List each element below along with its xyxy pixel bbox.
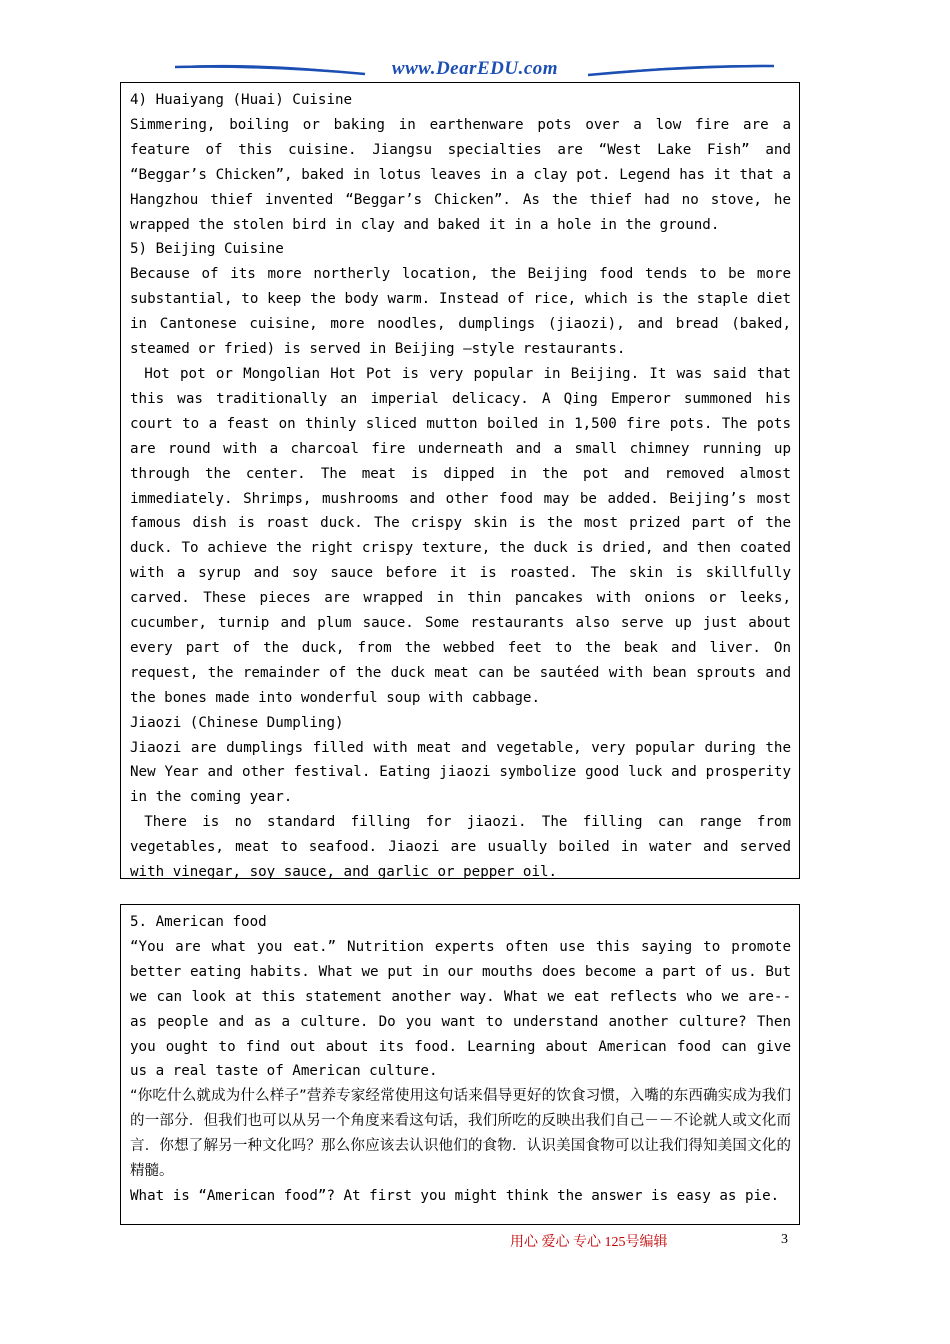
heading-jiaozi: Jiaozi (Chinese Dumpling) bbox=[130, 714, 344, 731]
footer-slogan: 用心 爱心 专心 125号编辑 bbox=[510, 1235, 668, 1250]
paragraph-beijing-intro: Because of its more northerly location, the Beijing food tends to be more substantial, to keep the body warm. Instead of rice, which is the staple diet in Cantonese cuisine, more noodles, dumplings (jiaozi), and bread (baked, steamed or fried) is served in Beijing –style restaurants. bbox=[130, 266, 791, 358]
paragraph-jiaozi-intro: Jiaozi are dumplings filled with meat and vegetable, very popular during the New Year and other festival. Eating jiaozi symbolize good luck and prosperity in the coming year. bbox=[130, 739, 791, 806]
content-box-american-food bbox=[120, 904, 800, 1225]
content-box-chinese-cuisine bbox=[120, 82, 800, 879]
heading-huaiyang: 4) Huaiyang (Huai) Cuisine bbox=[130, 92, 353, 108]
paragraph-chinese-translation: “你吃什么就成为什么样子”营养专家经常使用这句话来倡导更好的饮食习惯，入嘴的东西确实成为我们的一部分．但我们也可以从另一个角度来看这句话，我们所吃的反映出我们自己－－不论就人或文化而言．你想了解另一种文化吗？那么你应该去认识他们的食物．认识美国食物可以让我们得知美国文化的精髓。 bbox=[130, 1088, 791, 1180]
paragraph-what-is-american-food: What is “American food”? At first you might think the answer is easy as pie. bbox=[130, 1187, 780, 1204]
paragraph-jiaozi-filling: There is no standard filling for jiaozi. The filling can range from vegetables, meat to seafood. Jiaozi are usually boiled in water and served with vinegar, soy sauce, and garlic or pepper oil. bbox=[130, 814, 791, 881]
heading-beijing: 5) Beijing Cuisine bbox=[130, 241, 284, 258]
paragraph-hot-pot: Hot pot or Mongolian Hot Pot is very popular in Beijing. It was said that this was traditionally an imperial delicacy. A Qing Emperor summoned his court to a feast on thinly sliced mutton boiled in 1,500 fire pots. The pots are round with a charcoal fire underneath and a small chimney running up through the center. The meat is dipped in the pot and removed almost immediately. Shrimps, mushrooms and other food may be added. Beijing’s most famous dish is roast duck. The crispy skin is the most prized part of the duck. To achieve the right crispy texture, the duck is dried, and then coated with a syrup and soy sauce before it is roasted. The skin is skillfully carved. These pieces are wrapped in thin pancakes with onions or leeks, cucumber, turnip and plum sauce. Some restaurants also serve up just about every part of the duck, from the webbed feet to the beak and liver. On request, the remainder of the duck meat can be sautéed with bean sprouts and the bones made into wonderful soup with cabbage. bbox=[130, 365, 791, 706]
site-logo-text: www.DearEDU.com bbox=[391, 58, 559, 79]
paragraph-you-are-what-you-eat: “You are what you eat.” Nutrition experts often use this saying to promote better eating habits. What we put in our mouths does become a part of us. But we can look at this statement another way. What we eat reflects who we are--as people and as a culture. Do you want to understand another culture? Then you ought to find out about its food. Learning about American food can give us a real taste of American culture. bbox=[130, 938, 791, 1080]
paragraph-huaiyang: Simmering, boiling or baking in earthenware pots over a low fire are a feature of this cuisine. Jiangsu specialties are “West Lake Fish” and “Beggar’s Chicken”, baked in lotus leaves in a clay pot. Legend has it that a Hangzhou thief invented “Beggar’s Chicken”. As the thief had no stove, he wrapped the stolen bird in clay and baked it in a hole in the ground. bbox=[130, 116, 791, 233]
page-number: 3 bbox=[781, 1232, 788, 1247]
heading-american-food: 5. American food bbox=[130, 914, 267, 930]
